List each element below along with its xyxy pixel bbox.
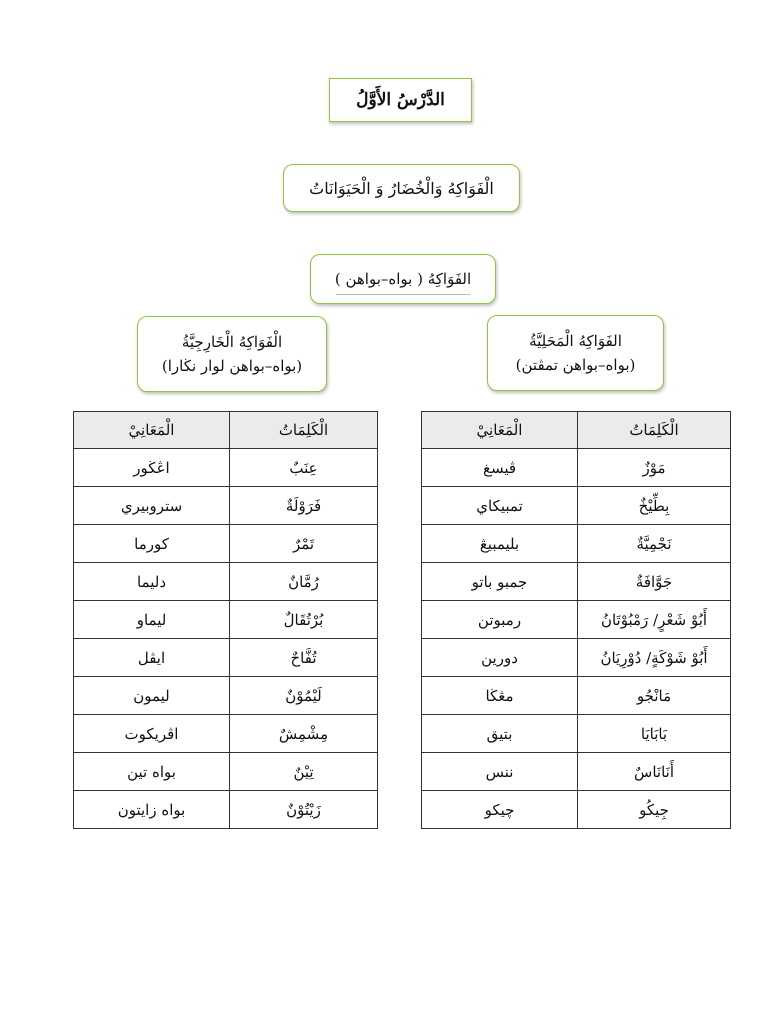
word-cell: عِنَبٌ (230, 449, 378, 487)
foreign-fruits-title: الْفَوَاكِهُ الْخَارِجِيَّةُ (181, 333, 283, 351)
local-fruits-subtitle: (بواه–بواهن تمڤتن) (515, 356, 636, 374)
local-fruits-title: الفَوَاكِهُ الْمَحَلِيَّةُ (529, 332, 622, 350)
topic-title-text: الْفَوَاكِهُ وَالْخُضَارُ وَ الْحَيَوَانَاتُ (309, 178, 494, 198)
meaning-cell: بواه زايتون (74, 791, 230, 829)
table-row (422, 601, 731, 639)
table-row (74, 639, 378, 677)
meaning-cell: جمبو باتو (422, 563, 578, 601)
word-cell: مَوْزٌ (578, 449, 731, 487)
meaning-cell: ننس (422, 753, 578, 791)
meaning-cell: ڤيسغ (422, 449, 578, 487)
table-row (74, 487, 378, 525)
word-cell: أَبُوْ شَعْرٍ/ رَمْبُوْتَانُ (578, 601, 731, 639)
meaning-cell: دورين (422, 639, 578, 677)
meaning-cell: بواه تين (74, 753, 230, 791)
word-cell: بُرْتُقَالٌ (230, 601, 378, 639)
word-cell: مَانْجُو (578, 677, 731, 715)
word-cell: تَمْرٌ (230, 525, 378, 563)
foreign-fruits-heading (137, 316, 327, 392)
table-header-row (74, 412, 378, 449)
word-cell: جِيكُو (578, 791, 731, 829)
meaning-cell: اڠڬور (74, 449, 230, 487)
table-row (422, 677, 731, 715)
meaning-cell: رمبوتن (422, 601, 578, 639)
table-row (74, 715, 378, 753)
table-row (422, 525, 731, 563)
table-header-row (422, 412, 731, 449)
meaning-cell: بليمبيڠ (422, 525, 578, 563)
meaning-cell: اڤريكوت (74, 715, 230, 753)
word-cell: زَيْتُوْنٌ (230, 791, 378, 829)
meaning-cell: ليمون (74, 677, 230, 715)
word-cell: تُفَّاحٌ (230, 639, 378, 677)
word-cell: أَبُوْ شَوْكَةٍ/ دُوْرِيَانُ (578, 639, 731, 677)
table-row (74, 563, 378, 601)
meaning-cell: مڠڬا (422, 677, 578, 715)
table-row (74, 791, 378, 829)
foreign-fruits-subtitle: (بواه–بواهن لوار نڬارا) (161, 357, 303, 375)
lesson-title-text: الدَّرْسُ الأَوَّلُ (356, 90, 445, 110)
meaning-cell: ستروبيري (74, 487, 230, 525)
header-word: الْكَلِمَاتُ (230, 412, 378, 449)
table-row (74, 525, 378, 563)
word-cell: جَوَّافَةٌ (578, 563, 731, 601)
foreign-fruits-table (73, 411, 378, 829)
fruits-title-underline (336, 294, 470, 295)
table-row (422, 563, 731, 601)
local-fruits-table (421, 411, 731, 829)
table-row (422, 715, 731, 753)
meaning-cell: دليما (74, 563, 230, 601)
meaning-cell: كورما (74, 525, 230, 563)
lesson-title (329, 78, 472, 122)
table-row (422, 639, 731, 677)
table-row (422, 753, 731, 791)
meaning-cell: تمبيكاي (422, 487, 578, 525)
table-row (74, 753, 378, 791)
meaning-cell: چيكو (422, 791, 578, 829)
table-row (422, 487, 731, 525)
meaning-cell: ايڤل (74, 639, 230, 677)
meaning-cell: ليماو (74, 601, 230, 639)
topic-title (283, 164, 520, 212)
table-row (74, 677, 378, 715)
header-meaning: الْمَعَانِيْ (74, 412, 230, 449)
word-cell: بِطِّيْخٌ (578, 487, 731, 525)
word-cell: نَجْمِيَّةٌ (578, 525, 731, 563)
word-cell: لَيْمُوْنٌ (230, 677, 378, 715)
local-fruits-heading (487, 315, 664, 391)
table-row (74, 449, 378, 487)
word-cell: رُمَّانٌ (230, 563, 378, 601)
word-cell: مِشْمِشٌ (230, 715, 378, 753)
word-cell: تِيْنٌ (230, 753, 378, 791)
meaning-cell: بتيق (422, 715, 578, 753)
fruits-title (310, 254, 496, 304)
word-cell: فَرَوْلَةٌ (230, 487, 378, 525)
header-word: الْكَلِمَاتُ (578, 412, 731, 449)
word-cell: بَابَايَا (578, 715, 731, 753)
fruits-title-text: الفَوَاكِهُ ( بواه–بواهن ) (334, 270, 472, 288)
word-cell: أَنَانَاسٌ (578, 753, 731, 791)
table-row (422, 791, 731, 829)
header-meaning: الْمَعَانِيْ (422, 412, 578, 449)
table-row (74, 601, 378, 639)
table-row (422, 449, 731, 487)
